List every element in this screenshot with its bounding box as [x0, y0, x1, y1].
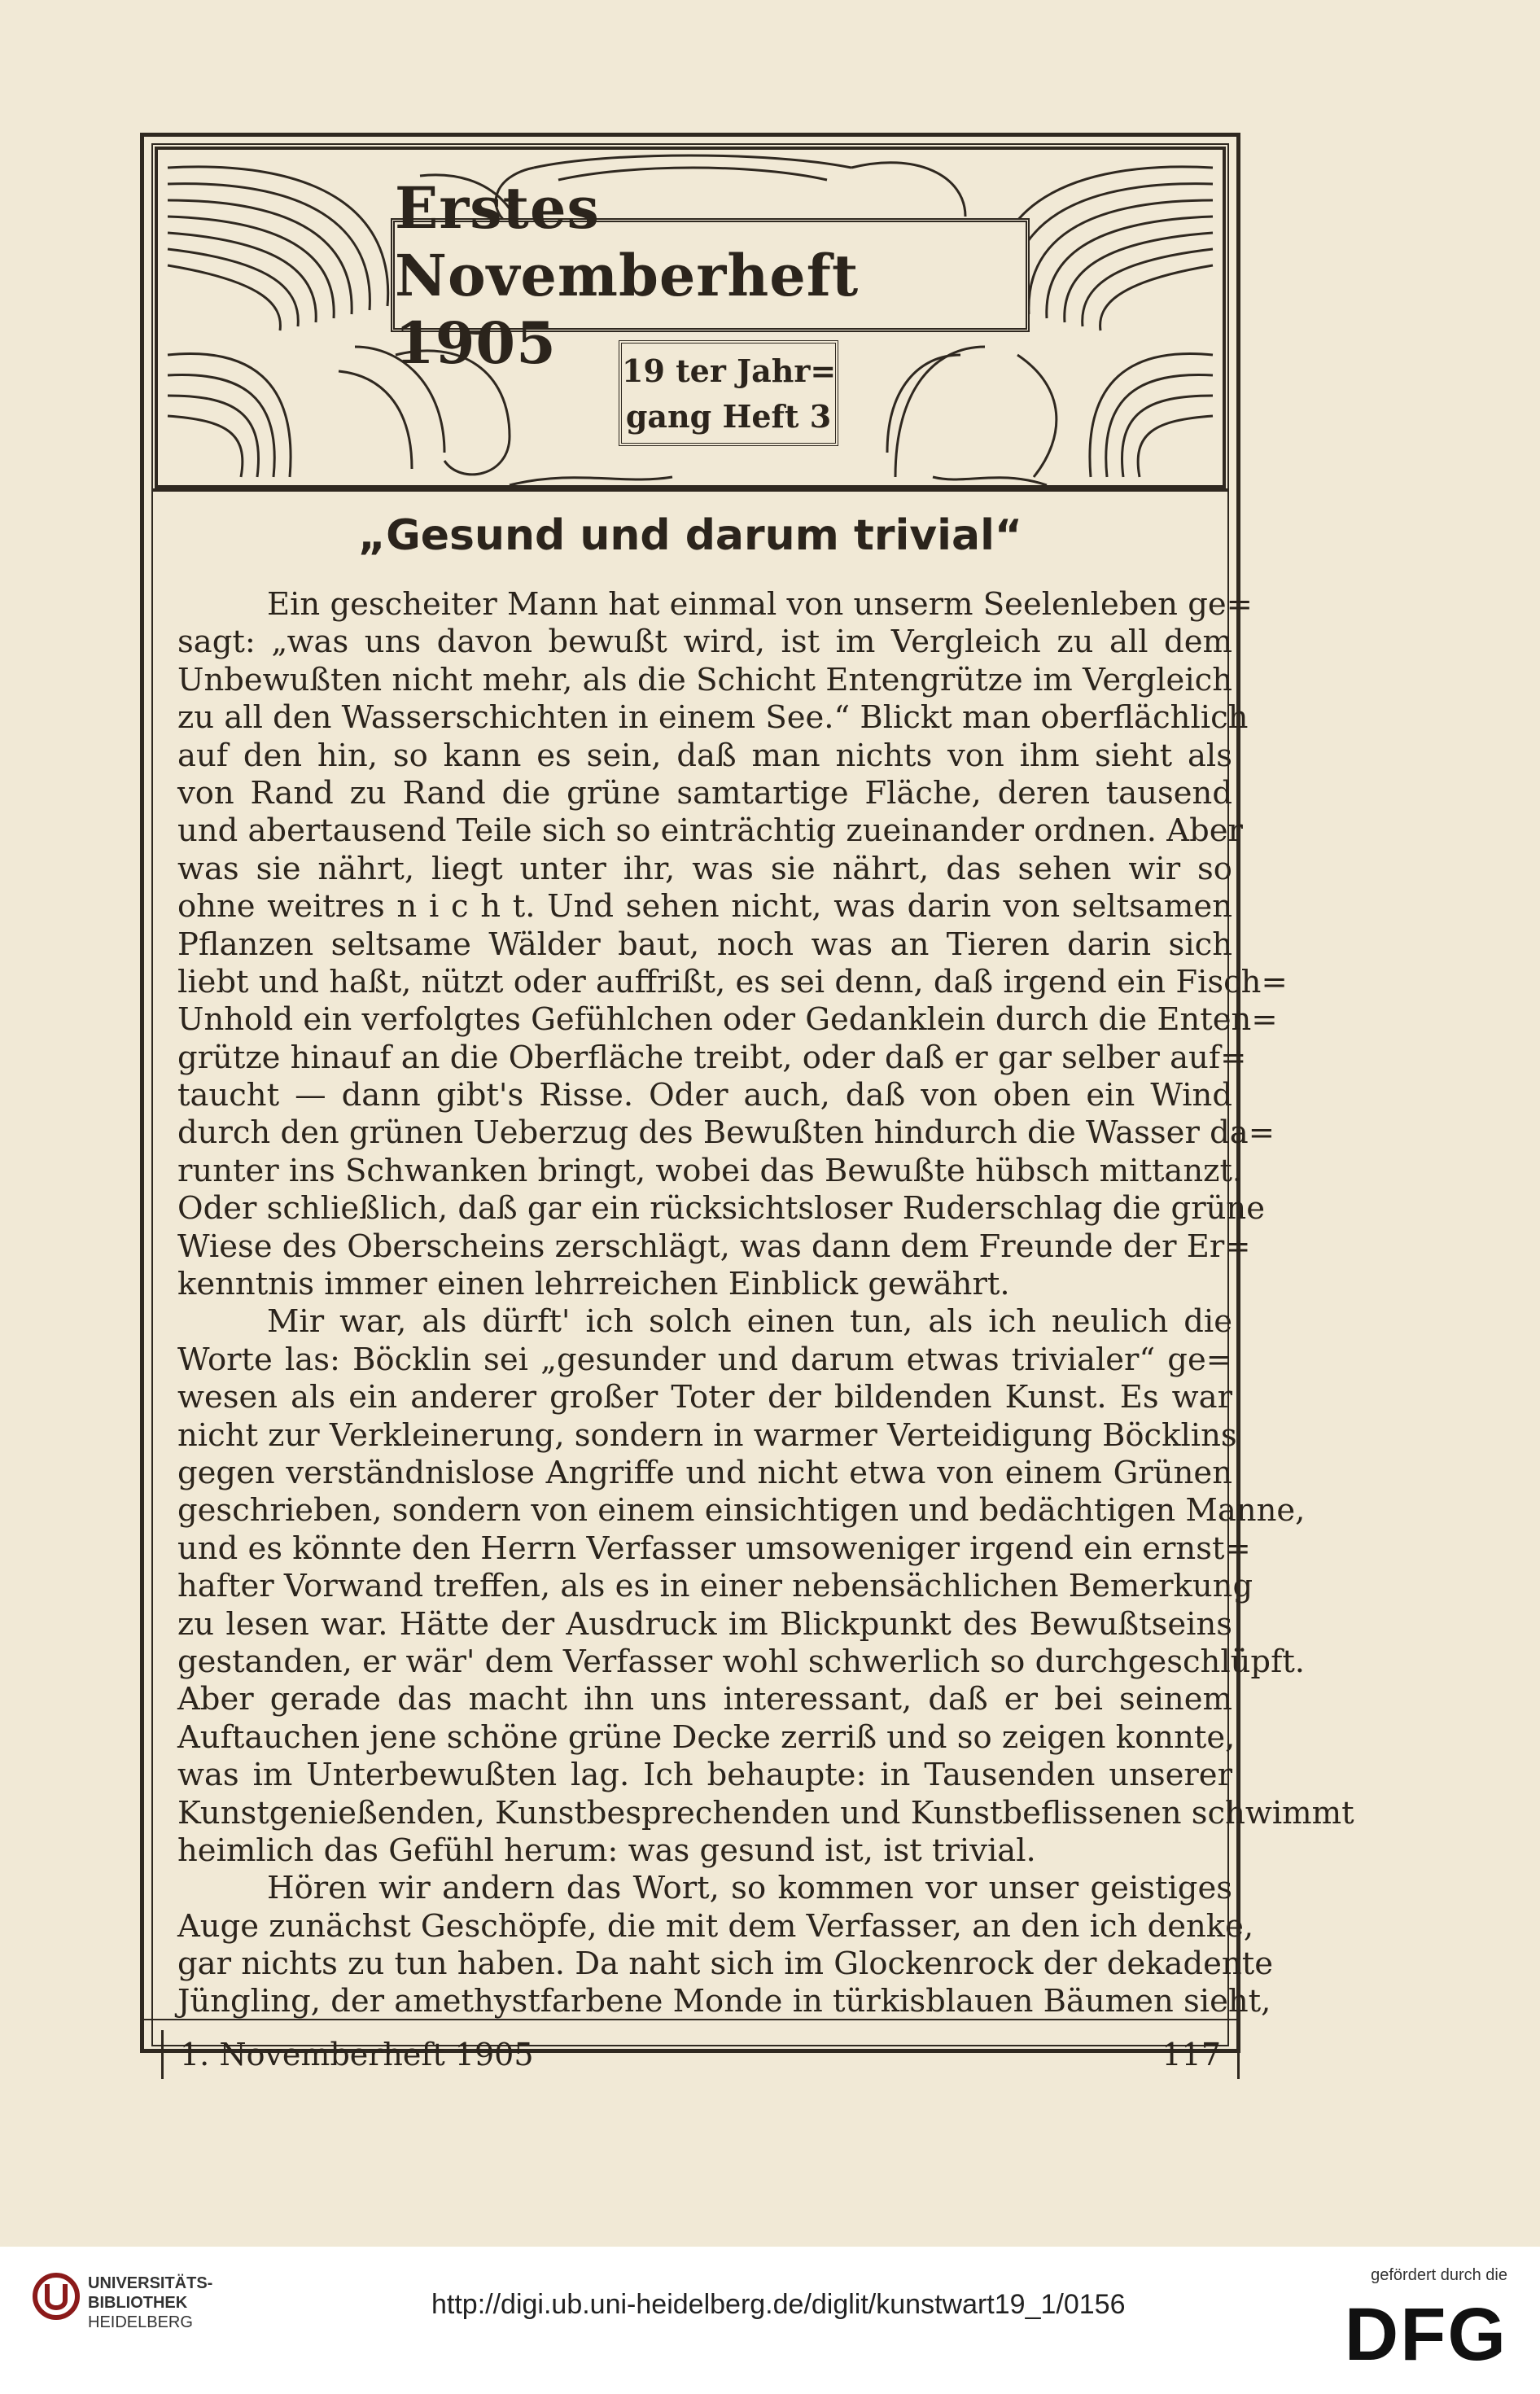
text-line: Jüngling, der amethystfarbene Monde in türkisblauen Bäumen sieht,	[177, 1983, 1271, 2020]
text-line: Worte las: Böcklin sei „gesunder und darum etwas trivialer“ ge=	[177, 1341, 1232, 1378]
issue-title: Erstes Novemberheft 1905	[395, 173, 860, 377]
text-line: Auge zunächst Geschöpfe, die mit dem Verfasser, an den ich denke,	[177, 1907, 1254, 1945]
text-line: Ein gescheiter Mann hat einmal von unserm Seelenleben ge=	[267, 586, 1253, 623]
text-line: Kunstgenießenden, Kunstbesprechenden und Kunstbeflissenen schwimmt	[177, 1794, 1354, 1832]
text-line: wesen als ein anderer großer Toter der bildenden Kunst. Es war	[177, 1379, 1232, 1416]
text-line: nicht zur Verkleinerung, sondern in warmer Verteidigung Böcklins	[177, 1416, 1237, 1454]
issue-line: gang Heft 3	[625, 398, 832, 435]
text-line: Aber gerade das macht ihn uns interessant, daß er bei seinem	[177, 1681, 1232, 1718]
volume-issue-box	[619, 340, 838, 446]
library-name-line1: UNIVERSITÄTS-	[88, 2274, 213, 2292]
text-line: hafter Vorwand treffen, als es in einer nebensächlichen Bemerkung	[177, 1568, 1253, 1605]
text-line: Wiese des Oberscheins zerschlägt, was dann dem Freunde der Er=	[177, 1228, 1251, 1265]
text-line: was im Unterbewußten lag. Ich behaupte: in Tausenden unserer	[177, 1757, 1232, 1794]
library-name-line3: HEIDELBERG	[88, 2313, 193, 2331]
sponsor-note: gefördert durch die	[1371, 2266, 1507, 2284]
text-line: und abertausend Teile sich so einträchtig zueinander ordnen. Aber	[177, 812, 1243, 850]
dfg-logo: DFG	[1344, 2293, 1507, 2376]
text-line: gar nichts zu tun haben. Da naht sich im Glockenrock der dekadente	[177, 1945, 1273, 1983]
source-url-link[interactable]: http://digi.ub.uni-heidelberg.de/diglit/kunstwart19_1/0156	[431, 2289, 1126, 2320]
text-line: zu lesen war. Hätte der Ausdruck im Blickpunkt des Bewußtseins	[177, 1605, 1232, 1643]
university-library-logo-icon	[33, 2268, 80, 2325]
text-line: Oder schließlich, daß gar ein rücksichtsloser Ruderschlag die grüne	[177, 1190, 1265, 1228]
text-line: Pflanzen seltsame Wälder baut, noch was an Tieren darin sich	[177, 926, 1232, 963]
library-name	[88, 2274, 212, 2332]
library-name-line2: BIBLIOTHEK	[88, 2294, 188, 2312]
article-title: „Gesund und darum trivial“	[357, 511, 1023, 560]
running-footer	[161, 2030, 1240, 2079]
text-line: Hören wir andern das Wort, so kommen vor unser geistiges	[267, 1870, 1232, 1907]
text-line: und es könnte den Herrn Verfasser umsoweniger irgend ein ernst=	[177, 1530, 1251, 1567]
article-body	[177, 586, 1354, 2021]
text-line: kenntnis immer einen lehrreichen Einblick gewährt.	[177, 1266, 1010, 1303]
text-line: Auftauchen jene schöne grüne Decke zerriß und so zeigen konnte,	[177, 1718, 1236, 1756]
text-line: geschrieben, sondern von einem einsichtigen und bedächtigen Manne,	[177, 1492, 1306, 1530]
text-line: Unbewußten nicht mehr, als die Schicht Entengrütze im Vergleich	[177, 661, 1232, 698]
text-line: runter ins Schwanken bringt, wobei das Bewußte hübsch mittanzt.	[177, 1152, 1243, 1189]
text-line: auf den hin, so kann es sein, daß man nichts von ihm sieht als	[177, 737, 1232, 774]
text-line: heimlich das Gefühl herum: was gesund ist, ist trivial.	[177, 1832, 1036, 1869]
text-line: was sie nährt, liegt unter ihr, was sie nährt, das sehen wir so	[177, 850, 1232, 887]
footer-issue: 1. Novemberheft 1905	[180, 2037, 534, 2072]
text-line: von Rand zu Rand die grüne samtartige Fläche, deren tausend	[177, 774, 1232, 812]
text-line: zu all den Wasserschichten in einem See.“ Blickt man oberflächlich	[177, 699, 1249, 737]
text-line: ohne weitres n i c h t. Und sehen nicht, was darin von seltsamen	[177, 888, 1232, 926]
text-line: gestanden, er wär' dem Verfasser wohl schwerlich so durchgeschlüpft.	[177, 1643, 1306, 1680]
text-line: grütze hinauf an die Oberfläche treibt, oder daß er gar selber auf=	[177, 1039, 1247, 1076]
text-line: taucht — dann gibt's Risse. Oder auch, daß von oben ein Wind	[177, 1077, 1232, 1114]
text-line: Unhold ein verfolgtes Gefühlchen oder Gedanklein durch die Enten=	[177, 1001, 1278, 1039]
text-line: gegen verständnislose Angriffe und nicht etwa von einem Grünen	[177, 1454, 1232, 1491]
text-line: durch den grünen Ueberzug des Bewußten hindurch die Wasser da=	[177, 1114, 1275, 1152]
text-line: liebt und haßt, nützt oder auffrißt, es sei denn, daß irgend ein Fisch=	[177, 963, 1288, 1000]
footer-rule	[140, 2019, 1240, 2020]
text-line: Mir war, als dürft' ich solch einen tun, als ich neulich die	[267, 1303, 1232, 1341]
volume-line: 19 ter Jahr=	[622, 352, 837, 389]
text-line: sagt: „was uns davon bewußt wird, ist im Vergleich zu all dem	[177, 624, 1232, 661]
page-number: 117	[1162, 2037, 1221, 2072]
